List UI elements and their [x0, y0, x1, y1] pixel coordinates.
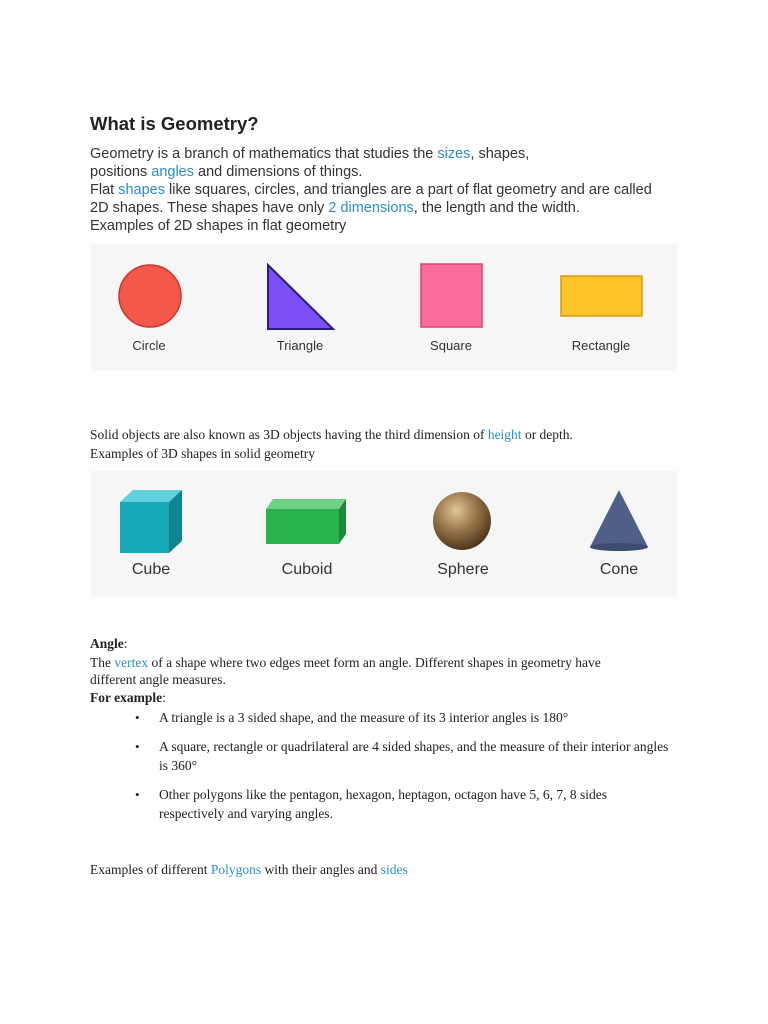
triangle-shape — [268, 265, 333, 329]
intro-line-2: positions angles and dimensions of things. — [90, 164, 363, 180]
intro-line-5: Examples of 2D shapes in flat geometry — [90, 218, 347, 234]
square-shape — [421, 264, 482, 327]
intro-line-1: Geometry is a branch of mathematics that studies the sizes, shapes, — [90, 146, 530, 162]
cuboid-shape — [266, 499, 346, 544]
list-item: • A square, rectangle or quadrilateral are 4 sided shapes, and the measure of their interior angles is 360° — [130, 737, 670, 775]
angle-line-1: The vertex of a shape where two edges meet form an angle. Different shapes in geometry have — [90, 655, 601, 670]
sizes-link[interactable]: sizes — [437, 146, 471, 162]
sphere-shape — [433, 492, 491, 550]
list-item: • Other polygons like the pentagon, hexagon, heptagon, octagon have 5, 6, 7, 8 sides respectively and varying angles. — [130, 785, 670, 823]
for-example-heading: For example: — [90, 690, 166, 705]
angle-heading: Angle: — [90, 636, 128, 651]
circle-shape — [119, 265, 181, 327]
intro-line-4: 2D shapes. These shapes have only 2 dimensions, the length and the width. — [90, 200, 580, 216]
solid-line-1: Solid objects are also known as 3D objects having the third dimension of height or depth. — [90, 427, 573, 442]
shapes-link[interactable]: shapes — [118, 182, 165, 198]
triangle-label: Triangle — [276, 338, 324, 353]
polygons-link[interactable]: Polygons — [210, 862, 262, 877]
2-dimensions-link[interactable]: 2 dimensions — [328, 200, 414, 216]
3d-shapes-svg — [91, 471, 677, 597]
2d-shapes-figure — [91, 244, 677, 371]
sides-link[interactable]: sides — [380, 862, 408, 877]
rectangle-label: Rectangle — [571, 338, 631, 353]
angles-link[interactable]: angles — [151, 164, 194, 180]
list-item: • A triangle is a 3 sided shape, and the measure of its 3 interior angles is 180° — [130, 708, 670, 727]
polygons-line: Examples of different Polygons with their angles and sides — [90, 862, 408, 877]
vertex-link[interactable]: vertex — [114, 655, 149, 670]
angle-line-2: different angle measures. — [90, 672, 226, 687]
solid-line-2: Examples of 3D shapes in solid geometry — [90, 446, 315, 461]
cube-shape — [120, 490, 182, 553]
height-link[interactable]: height — [487, 427, 522, 442]
intro-line-3: Flat shapes like squares, circles, and triangles are a part of flat geometry and are called — [90, 182, 652, 198]
page-title: What is Geometry? — [90, 113, 259, 134]
3d-shapes-figure — [91, 471, 677, 597]
cone-label: Cone — [599, 561, 639, 578]
cube-label: Cube — [131, 561, 171, 578]
cone-shape — [590, 490, 648, 551]
rectangle-shape — [561, 276, 642, 316]
circle-label: Circle — [132, 338, 166, 353]
cuboid-label: Cuboid — [281, 561, 333, 578]
square-label: Square — [430, 338, 472, 353]
sphere-label: Sphere — [437, 561, 489, 578]
angle-bullet-list — [130, 708, 670, 833]
